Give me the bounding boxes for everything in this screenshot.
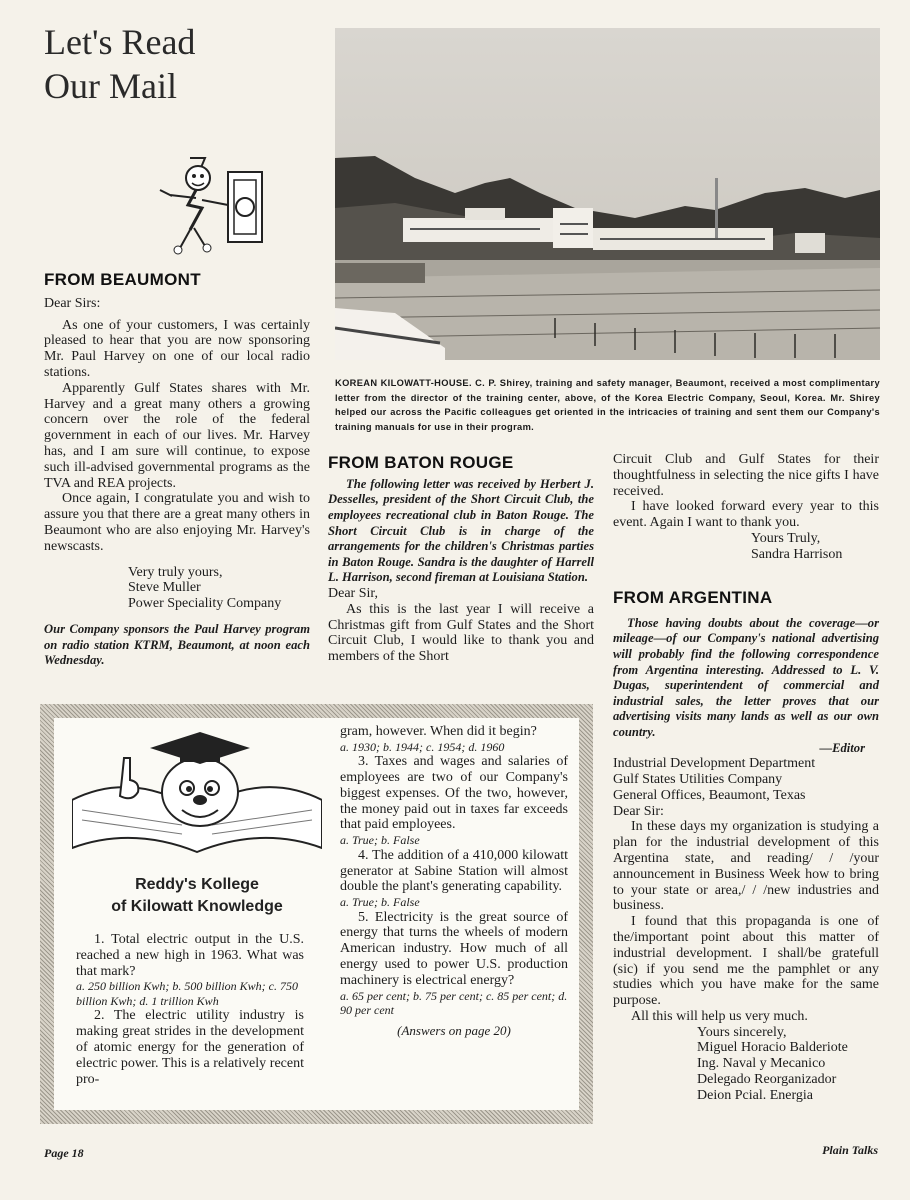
- quiz-answers: a. 250 billion Kwh; b. 500 billion Kwh; c. 750 billion Kwh; d. 1 trillion Kwh: [76, 979, 299, 1008]
- argentina-letter: [613, 590, 879, 1104]
- page-number: Page 18: [44, 1146, 84, 1160]
- reddy-kilowatt-graduate-icon: [72, 730, 322, 858]
- argentina-signature: [697, 1025, 879, 1104]
- quiz-question: 4. The addition of a 410,000 kilowatt generator at Sabine Station will almost double the plant's generating capability.: [340, 847, 568, 895]
- quiz-left-column: [76, 932, 304, 1087]
- quiz-answers: a. 65 per cent; b. 75 per cent; c. 85 per cent; d. 90 per cent: [340, 988, 568, 1018]
- baton-rouge-intro: The following letter was received by Herbert J. Desselles, president of the Short Circuit Club, the employees recreational club in Baton Rouge. The Short Circuit Club is in charge of the arrangements for the children's Christmas parties in Baton Rouge. Sandra is the daughter of Harrell L. Harrison, second fireman at Louisiana Station.: [328, 476, 594, 585]
- signature-line: Power Speciality Company: [128, 596, 282, 612]
- baton-rouge-signature: [667, 531, 879, 563]
- beaumont-heading: FROM BEAUMONT: [44, 270, 201, 289]
- signature-line: Miguel Horacio Balderiote: [697, 1040, 848, 1056]
- signature-line: Very truly yours,: [128, 564, 223, 580]
- quiz-question: 3. Taxes and wages and salaries of employees are two of our Company's biggest expenses. Of the two, however, the money paid out in taxes far exceeds that paid employees.: [340, 754, 568, 833]
- signature-line: Yours sincerely,: [697, 1024, 787, 1040]
- quiz-question: 5. Electricity is the great source of energy that turns the wheels of modern American industry. How much of all energy used to power U.S. production machinery is electrical energy?: [340, 909, 568, 988]
- baton-rouge-letter-continued: [613, 452, 879, 563]
- signature-line: Ing. Naval y Mecanico: [697, 1056, 826, 1072]
- address-line: General Offices, Beaumont, Texas: [613, 787, 806, 803]
- signature-line: Delegado Reorganizador: [697, 1072, 837, 1088]
- photo-caption: KOREAN KILOWATT-HOUSE. C. P. Shirey, training and safety manager, Beaumont, received a most complimentary letter from the director of the training center, above, of the Korea Electric Company, Seoul, Korea. Mr. Shirey helped our across the Pacific colleagues get oriented in the intricacies of training and sent them our Company's training manuals for use in their program.: [335, 378, 880, 432]
- publication-name: Plain Talks: [822, 1143, 878, 1157]
- beaumont-paragraph: Once again, I congratulate you and wish to assure you that there are a great many others in Beaumont who are also enjoying Mr. Harvey's newscasts.: [44, 491, 310, 554]
- quiz-answers-note: (Answers on page 20): [397, 1022, 511, 1038]
- page-title-line-2: Our Mail: [44, 66, 177, 106]
- baton-rouge-heading: FROM BATON ROUGE: [328, 453, 514, 472]
- quiz-answers: a. True; b. False: [340, 833, 420, 848]
- signature-line: Sandra Harrison: [751, 546, 843, 562]
- baton-rouge-paragraph: I have looked forward every year to this event. Again I want to thank you.: [613, 499, 879, 531]
- address-line: Gulf States Utilities Company: [613, 771, 783, 787]
- editor-credit: —Editor: [819, 740, 865, 755]
- quiz-right-column: [340, 724, 568, 1038]
- address-line: Industrial Development Department: [613, 756, 816, 772]
- quiz-question: 1. Total electric output in the U.S. reached a new high in 1963. What was that mark?: [76, 932, 304, 979]
- page-title-line-1: Let's Read: [44, 22, 196, 62]
- argentina-address: [613, 756, 879, 819]
- baton-rouge-salutation: Dear Sir,: [328, 585, 378, 601]
- signature-line: Yours Truly,: [751, 530, 821, 546]
- baton-rouge-letter: [328, 455, 594, 665]
- baton-rouge-paragraph: As this is the last year I will receive a Christmas gift from Gulf States and the Short Circuit Club, I would like to thank you and members of the Short: [328, 601, 594, 665]
- quiz-answers: a. 1930; b. 1944; c. 1954; d. 1960: [340, 739, 505, 754]
- address-line: Dear Sir:: [613, 803, 664, 819]
- page-title: [44, 20, 304, 108]
- beaumont-paragraph: As one of your customers, I was certainly pleased to hear that you are now sponsoring Mr. Paul Harvey on one of our local radio stations.: [44, 317, 310, 380]
- quiz-answers: a. True; b. False: [340, 895, 420, 910]
- beaumont-letter: [44, 272, 310, 669]
- quiz-title-line: of Kilowatt Knowledge: [111, 898, 283, 915]
- quiz-title-line: Reddy's Kollege: [135, 876, 259, 893]
- beaumont-paragraph: Apparently Gulf States shares with Mr. Harvey and a great many others a growing concern over the role of the federal government in each of our lives. Mr. Harvey has, and I am sure will continue, to expose such ill-advised governmental programs as the TVA and REA projects.: [44, 380, 310, 491]
- argentina-paragraph: All this will help us very much.: [631, 1008, 808, 1024]
- quiz-question: gram, however. When did it begin?: [340, 724, 537, 739]
- signature-line: Steve Muller: [128, 580, 201, 596]
- korean-training-center-photo: [335, 28, 880, 360]
- beaumont-signature: [44, 565, 310, 612]
- signature-line: Deion Pcial. Energia: [697, 1087, 813, 1103]
- quiz-title: [72, 874, 322, 918]
- argentina-intro: Those having doubts about the coverage—or mileage—of our Company's national advertising will probably find the following correspondence from Argentina interesting. Addressed to L. V. Dugas, superintendent of commercial and industrial sales, the letter proves that our advertising visits many lands as well as our own country.: [613, 615, 879, 739]
- beaumont-salutation: Dear Sirs:: [44, 295, 101, 311]
- argentina-paragraph: I found that this propaganda is one of the/important point about this matter of industrial development. I shall/be gratefull (sic) if you send me the pamphlet or any studies which you have make for the same purpose.: [613, 914, 879, 1009]
- argentina-heading: FROM ARGENTINA: [613, 588, 773, 607]
- beaumont-note: Our Company sponsors the Paul Harvey program on radio station KTRM, Beaumont, at noon each Wednesday.: [44, 621, 310, 668]
- argentina-paragraph: In these days my organization is studying a plan for the industrial development of this Argentina state, and reading/ / /your announcement in Business Week how to bring to your state or area,/ / /new industries and business.: [613, 819, 879, 914]
- baton-rouge-paragraph: Circuit Club and Gulf States for their thoughtfulness in selecting the nice gifts I have received.: [613, 452, 879, 499]
- quiz-question: 2. The electric utility industry is making great strides in the development of atomic energy for the generation of electric power. This is a relatively recent pro-: [76, 1008, 304, 1087]
- reddy-kilowatt-mail-icon: [150, 150, 270, 255]
